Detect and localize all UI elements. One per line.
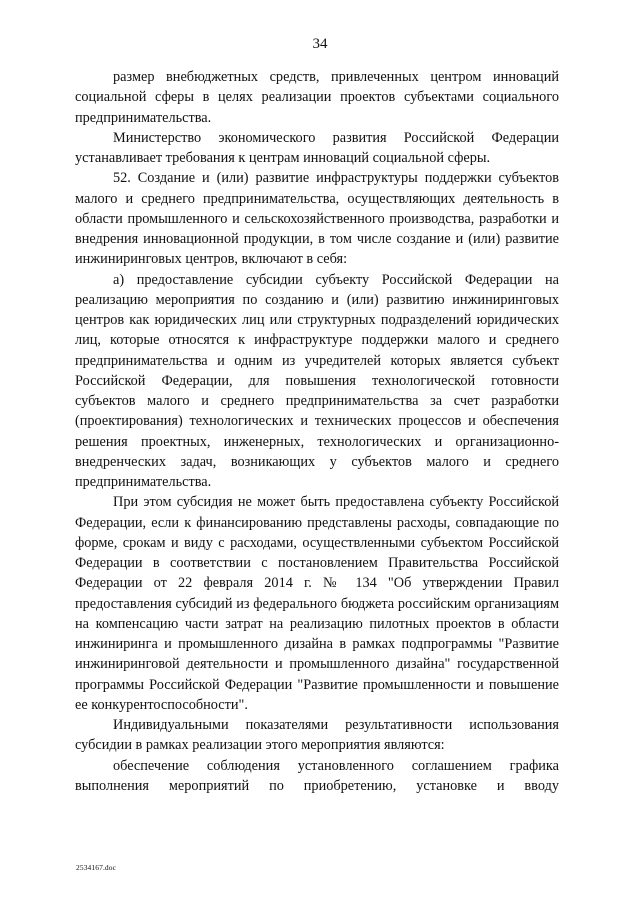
- paragraph-5: При этом субсидия не может быть предоставлена субъекту Российской Федерации, если к финансированию представлены расходы, совпадающие по форме, срокам и виду с расходами, осуществленными субъектом Российской Федерации в соответствии с постановлением Правительства Российской Федерации от 22 февраля 2014 г. № 134 "Об утверждении Правил предоставления субсидий из федерального бюджета российским организациям на компенсацию части затрат на реализацию пилотных проектов в области инжиниринга и промышленного дизайна в рамках подпрограммы "Развитие инжиниринговой деятельности и промышленного дизайна" государственной программы Российской Федерации "Развитие промышленности и повышение ее конкурентоспособности".: [75, 494, 559, 713]
- paragraph-3: 52. Создание и (или) развитие инфраструктуры поддержки субъектов малого и среднего предпринимательства, осуществляющих деятельность в области промышленного и сельскохозяйственного производства, разработки и внедрения инновационной продукции, в том числе создание и (или) развитие инжиниринговых центров, включают в себя:: [75, 170, 559, 268]
- paragraph-1: размер внебюджетных средств, привлеченных центром инноваций социальной сферы в целях реализации проектов субъектами социального предпринимательства.: [75, 69, 559, 126]
- body-text: [75, 67, 559, 796]
- paragraph-2: Министерство экономического развития Российской Федерации устанавливает требования к центрам инноваций социальной сферы.: [75, 129, 559, 166]
- paragraph-4: а) предоставление субсидии субъекту Российской Федерации на реализацию мероприятия по созданию и (или) развитию инжиниринговых центров как юридических лиц или структурных подразделений юридических лиц, которые относятся к инфраструктуре поддержки малого и среднего предпринимательства и одним из учредителей которых является субъект Российской Федерации, для повышения технологической готовности субъектов малого и среднего предпринимательства за счет разработки (проектирования) технологических и технических процессов и обеспечения решения проектных, инженерных, технологических и организационно-внедренческих задач, возникающих у субъектов малого и среднего предпринимательства.: [75, 271, 559, 490]
- paragraph-6: Индивидуальными показателями результативности использования субсидии в рамках реализации этого мероприятия являются:: [75, 717, 559, 754]
- page-number: 34: [312, 36, 328, 52]
- footer-filename: 2534167.doc: [76, 863, 117, 872]
- paragraph-7: обеспечение соблюдения установленного соглашением графика выполнения мероприятий по приобретению, установке и вводу: [75, 757, 559, 794]
